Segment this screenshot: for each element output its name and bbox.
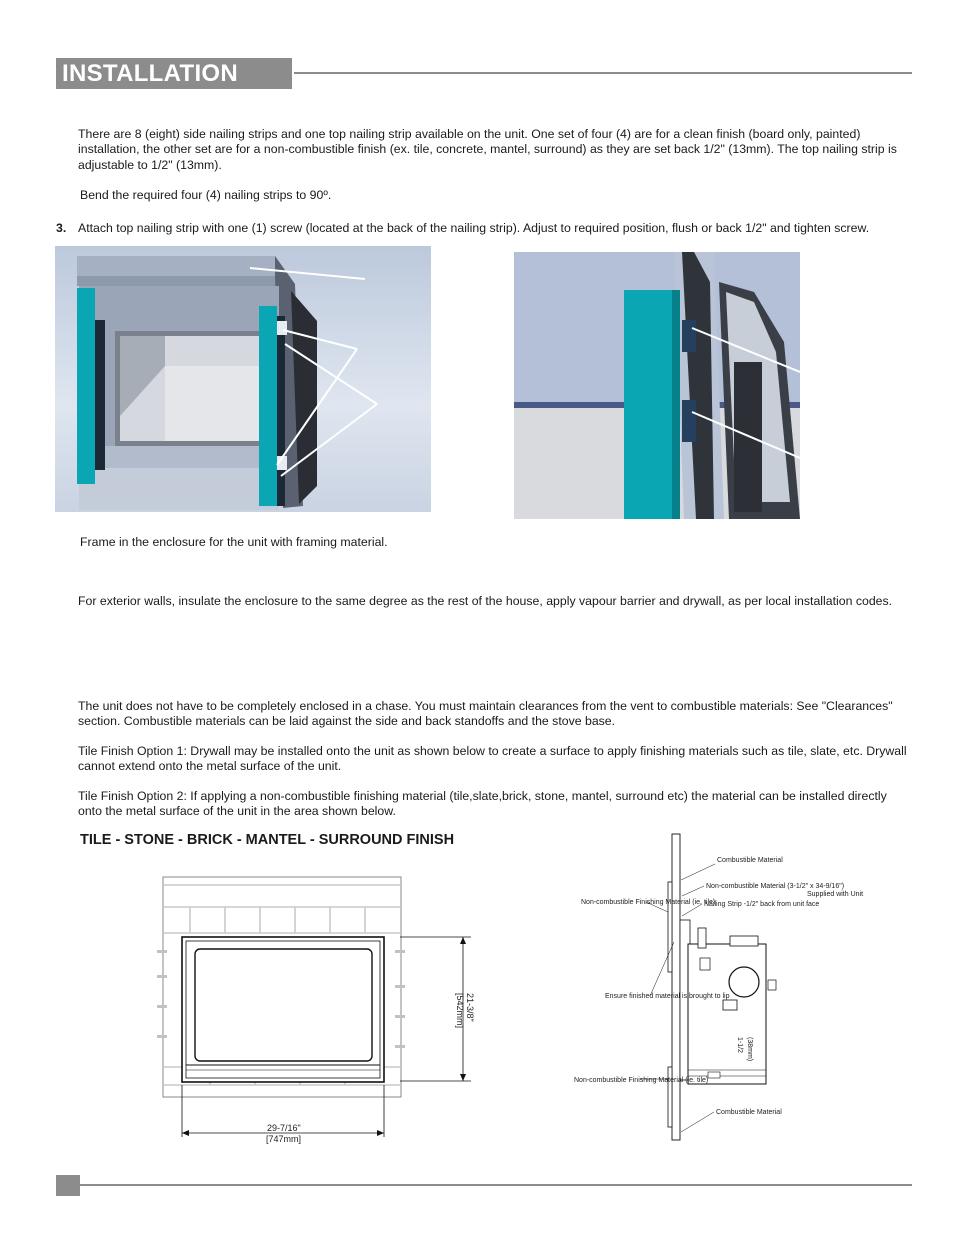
exterior-walls-paragraph: For exterior walls, insulate the enclosure to the same degree as the rest of the house, apply vapour barrier and drywall, as per local installation codes. <box>78 594 893 608</box>
fireplace-nailing-strips-figure <box>55 246 431 512</box>
supplied-with-unit-label: Supplied with Unit <box>807 891 864 898</box>
front-view-diagram <box>155 865 485 1150</box>
nailing-strip-closeup-figure <box>514 252 800 519</box>
closeup-nailing-strip <box>624 290 674 519</box>
tile-finish-heading: TILE - STONE - BRICK - MANTEL - SURROUND FINISH <box>80 832 455 848</box>
step-3-text: Attach top nailing strip with one (1) screw (located at the back of the nailing strip). Adjust to required position, flush or back 1/2" and tighten screw. <box>78 221 870 235</box>
dim-mm-label: (38mm) <box>746 1037 753 1062</box>
nailing-strips-paragraph: There are 8 (eight) side nailing strips and one top nailing strip available on the unit. One set of four (4) are for a clean finish (board only, painted) installation, the other set are for a non-combustible finish (ex. tile, concrete, mantel, surround) as they are set back 1/2" (13mm). The top nailing strip is adjustable to 1/2" (13mm). <box>78 127 897 172</box>
ensure-finished-label: Ensure finished material is brought to lip <box>605 993 730 1000</box>
page-title: INSTALLATION <box>62 60 239 87</box>
bend-paragraph: Bend the required four (4) nailing strips to 90º. <box>80 188 332 202</box>
combustible-bottom-label: Combustible Material <box>716 1109 782 1116</box>
header-rule <box>294 72 912 74</box>
footer-box <box>56 1175 80 1196</box>
tile-option-1-paragraph: Tile Finish Option 1: Drywall may be installed onto the unit as shown below to create a surface to apply finishing materials such as tile, slate, etc. Drywall cannot extend onto the metal surface of the unit. <box>78 744 907 774</box>
height-in-label: 21-3/8" <box>465 993 475 1022</box>
noncombustible-material-label: Non-combustible Material (3-1/2" x 34-9/16") <box>706 883 845 890</box>
tile-option-2-paragraph: Tile Finish Option 2: If applying a non-combustible finishing material (tile,slate,brick, stone, mantel, surround etc) the material can be installed directly onto the metal surface of the unit in the area shown below. <box>78 789 887 819</box>
width-in-label: 29-7/16" <box>267 1123 301 1133</box>
step-3-number: 3. <box>56 221 67 235</box>
dim-in-label: 1-1/2 <box>736 1037 743 1053</box>
width-mm-label: [747mm] <box>266 1134 302 1144</box>
right-nailing-strip <box>259 306 277 506</box>
left-nailing-strip <box>77 288 95 484</box>
height-mm-label: [542mm] <box>455 993 465 1029</box>
combustible-top-label: Combustible Material <box>717 857 783 864</box>
frame-paragraph: Frame in the enclosure for the unit with framing material. <box>80 535 388 549</box>
side-view-diagram <box>570 832 900 1150</box>
noncombustible-finish-bottom-label: Non-combustible Finishing Material (ie. tile) <box>574 1077 709 1084</box>
chase-paragraph: The unit does not have to be completely enclosed in a chase. You must maintain clearances from the vent to combustible materials: See "Clearances" section. Combustible materials can be laid against the side and back standoffs and the stove base. <box>78 699 893 729</box>
noncombustible-finish-top-label: Non-combustible Finishing Material (ie. tile) <box>581 899 716 906</box>
nailing-strip-label: Nailing Strip -1/2" back from unit face <box>704 901 820 908</box>
footer-rule <box>80 1184 912 1186</box>
